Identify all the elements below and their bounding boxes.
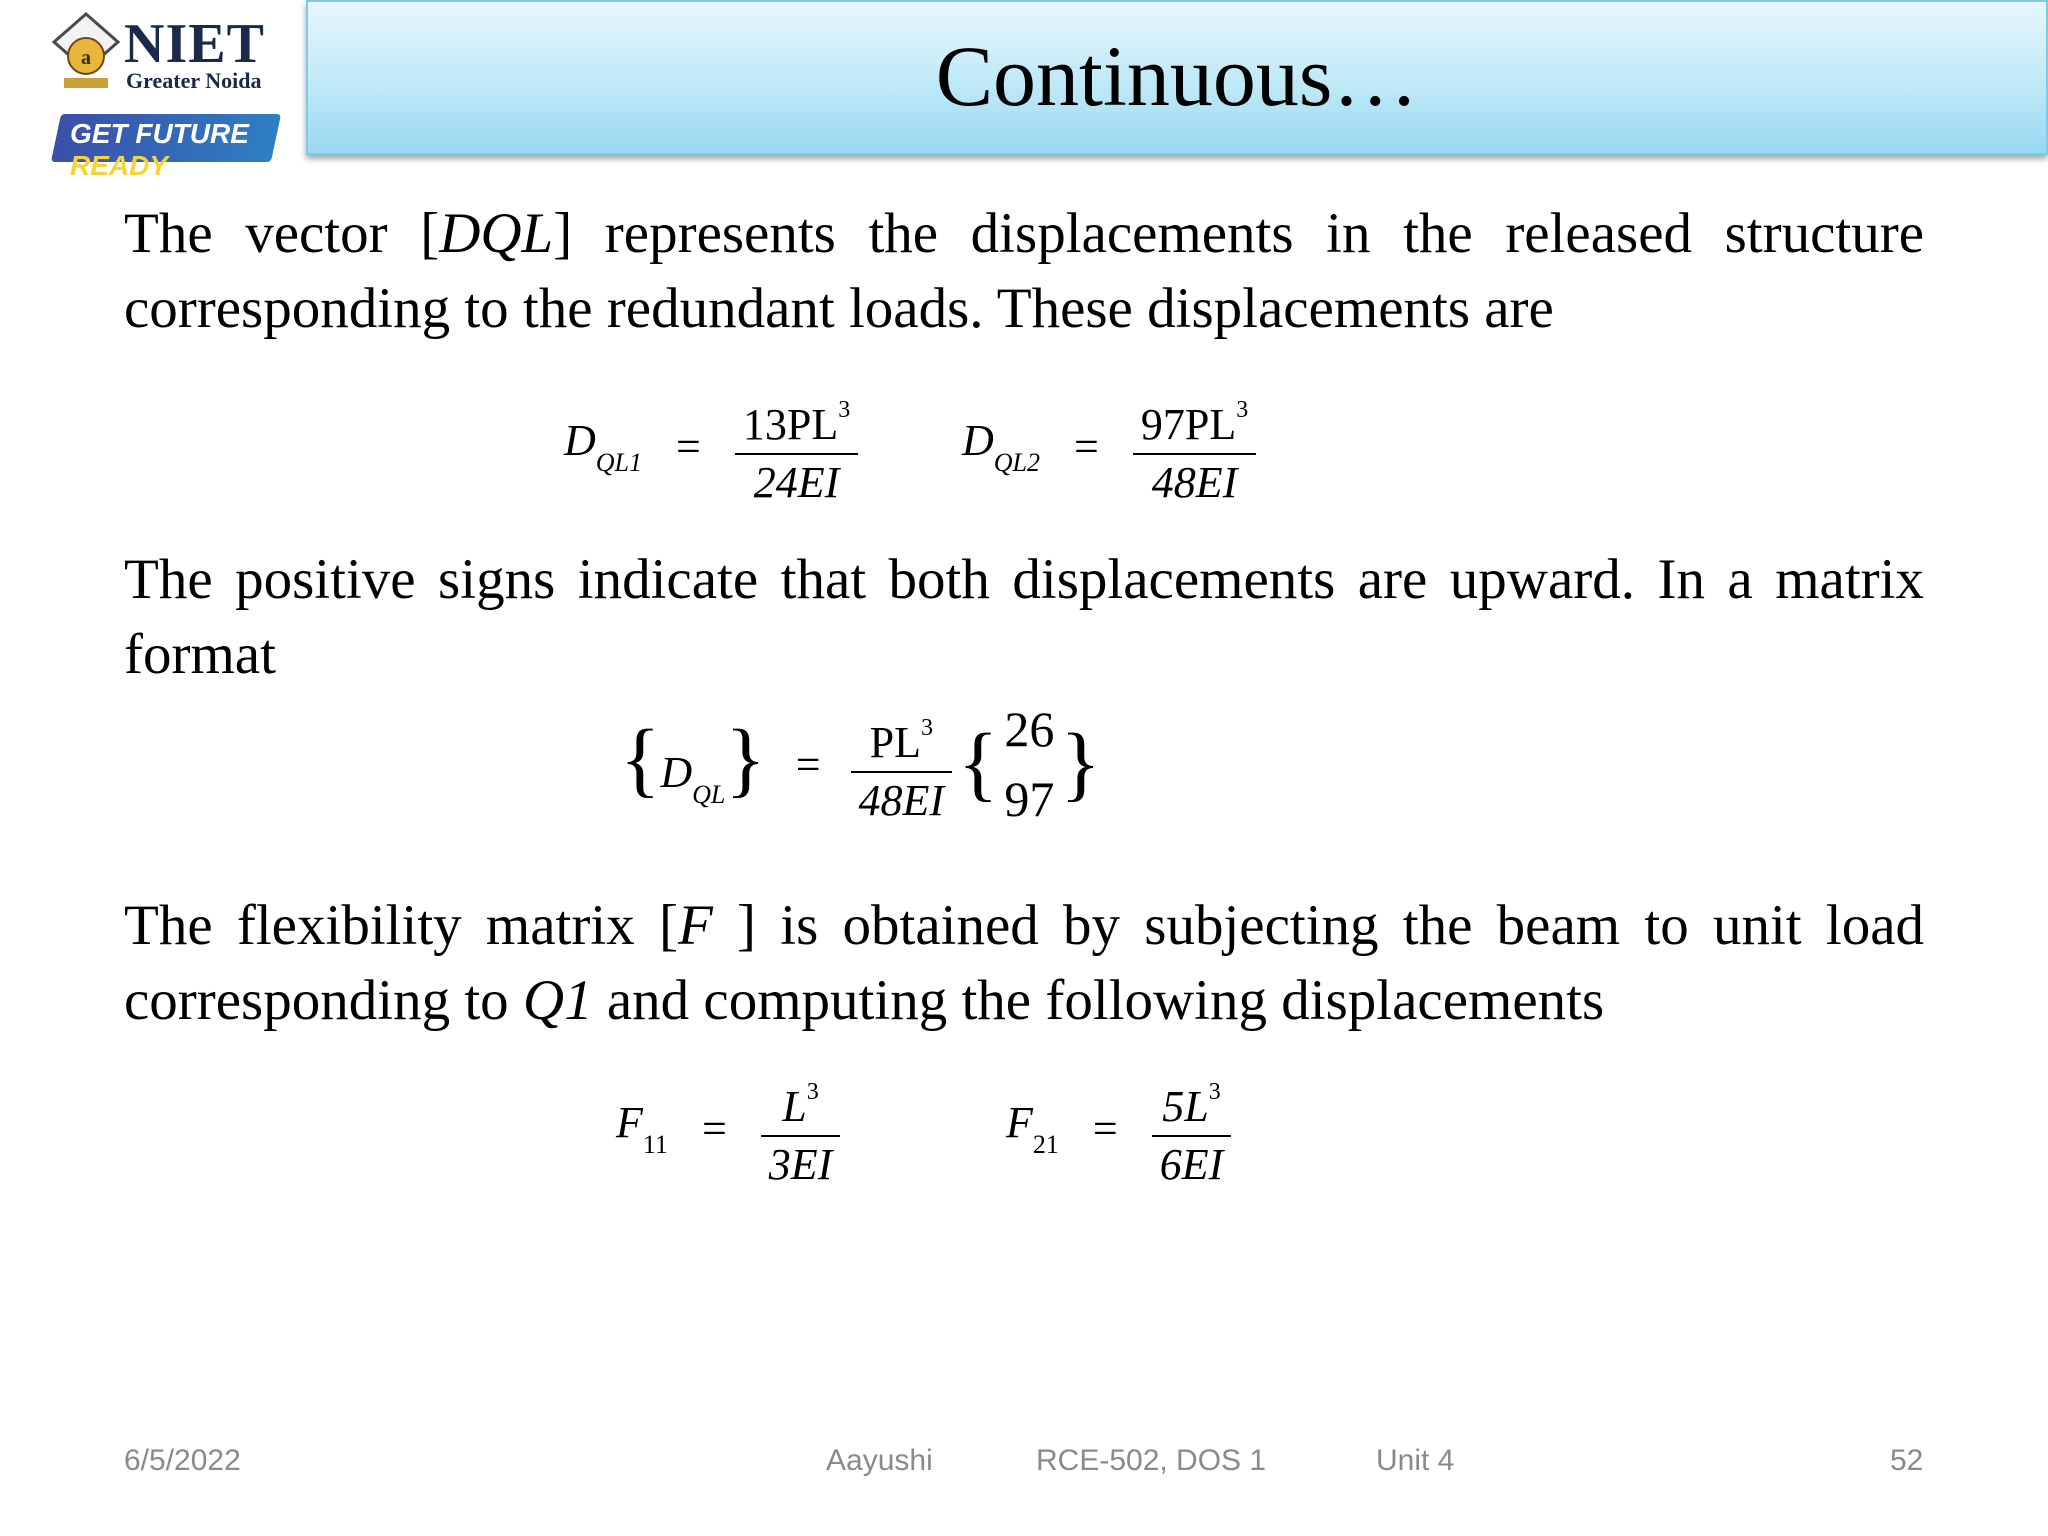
niet-logo	[46, 12, 286, 181]
footer-unit: Unit 4	[1376, 1444, 1455, 1477]
svg-text:a: a	[81, 47, 91, 69]
footer-page-number: 52	[1890, 1444, 1924, 1477]
equation-dql2: $D_{QL2}$ = $\frac{97PL^3}{48EI}$	[962, 382, 1256, 511]
footer-course: RCE-502, DOS 1	[1036, 1444, 1267, 1477]
slide-title: Continuous…	[935, 28, 1419, 124]
logo-title: NIET	[124, 13, 265, 75]
paragraph-positive-signs: The positive signs indicate that both displacements are upward. In a matrix format	[124, 548, 1924, 686]
paragraph-vector-dql: The vector [DQL] represents the displacements in the released structure corresponding to the redundant loads. These displacements are	[124, 202, 1925, 340]
paragraph-flexibility-matrix: The flexibility matrix [F ] is obtained by subjecting the beam to unit load corresponding to Q1 and computing the following displacements	[124, 894, 1924, 1032]
footer-date: 6/5/2022	[124, 1444, 241, 1477]
title-bar	[306, 0, 2048, 155]
equation-f21: $F_{21}$ = $\frac{5L^3}{6EI}$	[1006, 1064, 1231, 1193]
equation-matrix-dql: $\{D_{QL}\}$ = $\frac{PL^3}{48EI}$ { 26 97 }	[620, 694, 1101, 834]
matrix-vector: 26 97	[1004, 701, 1055, 827]
equation-f11: $F_{11}$ = $\frac{L^3}{3EI}$	[616, 1064, 840, 1193]
logo-banner-text: GET FUTURE READY	[70, 118, 249, 181]
equation-dql1: $D_{QL1}$ = $\frac{13PL^3}{24EI}$	[564, 382, 858, 511]
footer-author: Aayushi	[826, 1444, 933, 1477]
logo-subtitle: Greater Noida	[126, 68, 262, 93]
emblem-icon	[46, 12, 126, 102]
